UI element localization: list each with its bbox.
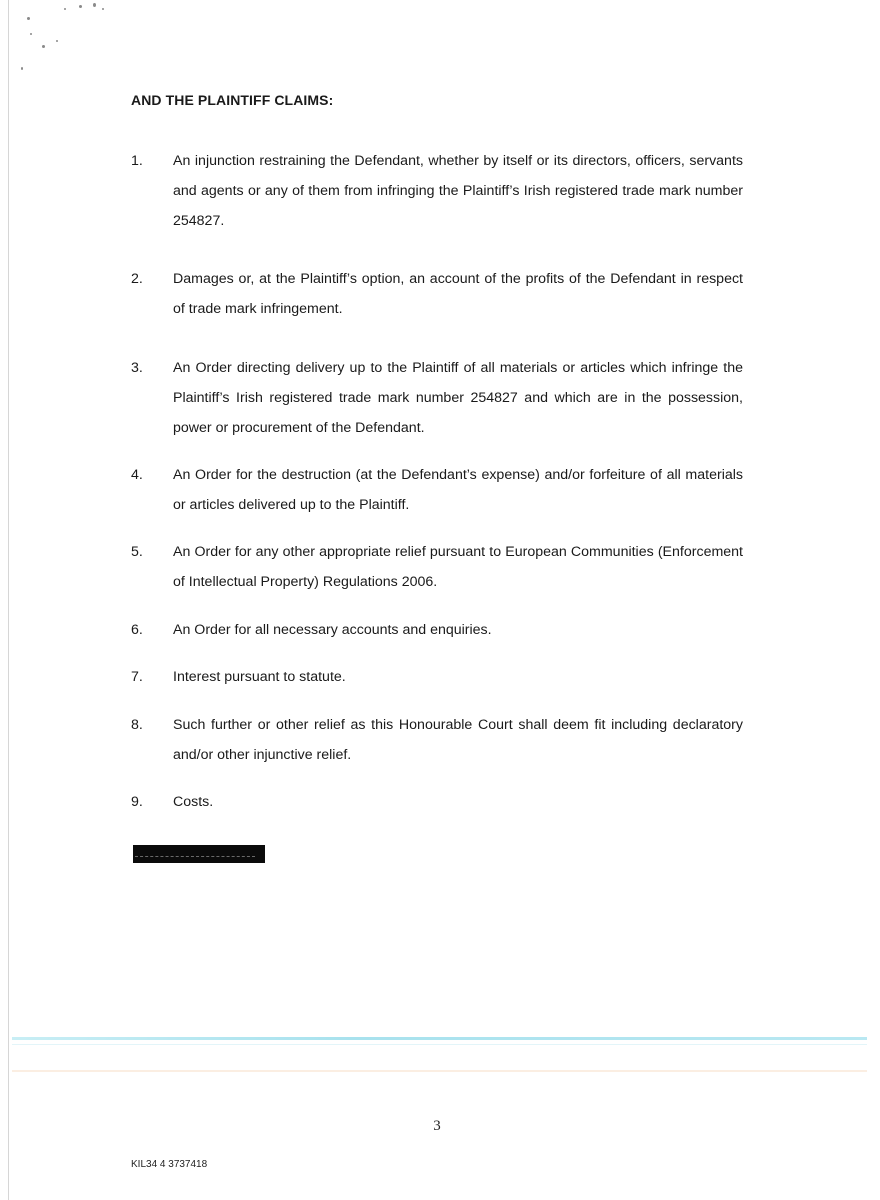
claim-text: An injunction restraining the Defendant, whether by itself or its directors, officers, servants and agents or any of them from infringing the Plaintiff’s Irish registered trade mark number 254827. [173, 153, 743, 229]
claim-number: 6. [131, 622, 143, 638]
scan-page-edge [8, 0, 9, 1200]
scan-speck [64, 8, 66, 10]
claim-text: Such further or other relief as this Honourable Court shall deem fit including declaratory and/or other injunctive relief. [173, 717, 743, 763]
claim-item-3 [131, 353, 743, 443]
scan-speck [42, 45, 45, 48]
claim-number: 4. [131, 467, 143, 483]
claim-item-6 [131, 615, 743, 645]
claim-text: Interest pursuant to statute. [173, 669, 346, 685]
claim-item-5 [131, 537, 743, 597]
scan-speck [102, 8, 104, 10]
claim-item-9 [131, 787, 743, 817]
document-reference: KIL34 4 3737418 [131, 1159, 208, 1170]
claim-text: Costs. [173, 794, 214, 810]
claim-number: 2. [131, 271, 143, 287]
scan-speck [79, 5, 82, 8]
claim-text: An Order for the destruction (at the Defendant’s expense) and/or forfeiture of all materials or articles delivered up to the Plaintiff. [173, 467, 743, 513]
claim-item-4 [131, 460, 743, 520]
redaction-scan-line [135, 856, 255, 858]
claim-text: Damages or, at the Plaintiff’s option, an account of the profits of the Defendant in respect of trade mark infringement. [173, 271, 743, 317]
claim-number: 5. [131, 544, 143, 560]
redacted-signature-block [133, 845, 265, 863]
claim-number: 7. [131, 669, 143, 685]
scan-speck [30, 33, 32, 35]
claim-text: An Order for any other appropriate relief pursuant to European Communities (Enforcement of Intellectual Property) Regulations 2006. [173, 544, 743, 590]
footer-divider-blue [12, 1037, 867, 1040]
scan-speck [56, 40, 58, 42]
scan-speck [21, 67, 23, 70]
claim-number: 8. [131, 717, 143, 733]
claims-heading: AND THE PLAINTIFF CLAIMS: [131, 92, 334, 108]
claim-number: 9. [131, 794, 143, 810]
claim-item-1 [131, 146, 743, 236]
page-number [0, 1118, 880, 1135]
claim-text: An Order directing delivery up to the Plaintiff of all materials or articles which infringe the Plaintiff’s Irish registered trade mark number 254827 and which are in the possession, power or procurement of the Defendant. [173, 360, 743, 436]
claim-number: 3. [131, 360, 143, 376]
claim-item-8 [131, 710, 743, 770]
scan-speck [93, 3, 96, 7]
footer-divider-peach [12, 1070, 867, 1072]
claim-text: An Order for all necessary accounts and enquiries. [173, 622, 492, 638]
footer-divider-blue-faint [12, 1044, 867, 1045]
claim-item-2 [131, 264, 743, 324]
page-number-text: 3 [433, 1118, 441, 1134]
scan-speck [27, 17, 30, 20]
claim-item-7 [131, 662, 743, 692]
claim-number: 1. [131, 153, 143, 169]
